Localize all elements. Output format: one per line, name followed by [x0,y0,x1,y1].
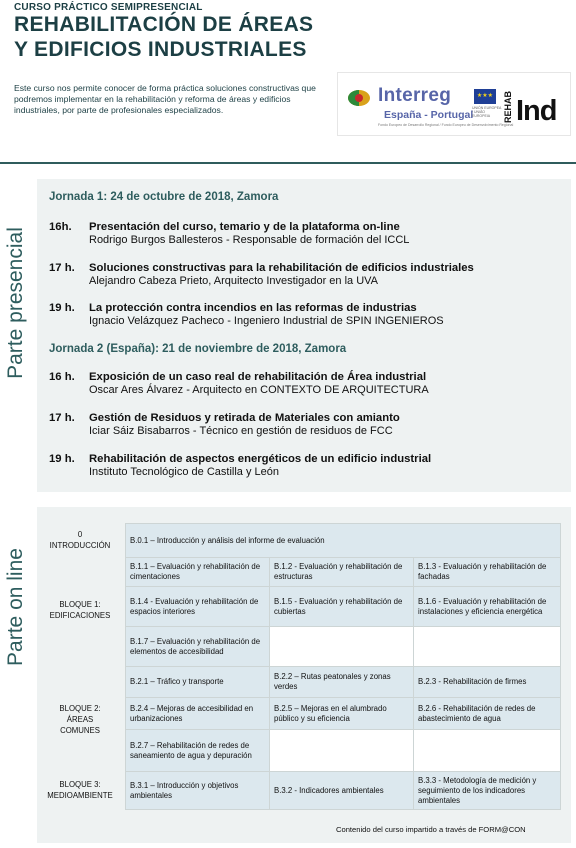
module-cell: B.1.1 – Evaluación y rehabilitación de cimentaciones [126,558,270,587]
session-title: Exposición de un caso real de rehabilitación de Área industrial [89,371,427,383]
session-item [49,261,564,288]
empty-cell [414,627,561,667]
session-title: Soluciones constructivas para la rehabilitación de edificios industriales [89,262,474,274]
interreg-logo: Interreg [378,85,452,106]
module-cell: B.1.3 - Evaluación y rehabilitación de fachadas [414,558,561,587]
module-cell: B.2.3 - Rehabilitación de firmes [414,667,561,698]
session-title: Gestión de Residuos y retirada de Materiales con amianto [89,412,400,424]
module-cell: B.2.6 - Rehabilitación de redes de abastecimiento de agua [414,698,561,730]
module-cell: B.2.2 – Rutas peatonales y zonas verdes [270,667,414,698]
course-intro: Este curso nos permite conocer de forma práctica soluciones constructivas que podremos implementar en la rehabilitación y reforma de áreas y edificios industriales, por parte de profesionales especializados. [14,83,316,115]
course-title-line2: Y EDIFICIOS INDUSTRIALES [14,38,307,61]
empty-cell [270,627,414,667]
course-kicker: CURSO PRÁCTICO SEMIPRESENCIAL [14,2,203,13]
table-row [126,524,561,558]
module-cell: B.1.6 - Evaluación y rehabilitación de instalaciones y eficiencia energética [414,587,561,627]
session-time: 16 h. [49,371,75,383]
table-row [126,667,561,698]
module-cell: B.3.3 - Metodología de medición y seguimiento de los indicadores ambientales [414,772,561,810]
online-panel [37,507,571,843]
jornada-1-title: Jornada 1: 24 de octubre de 2018, Zamora [49,191,279,203]
empty-cell [414,730,561,772]
session-time: 19 h. [49,453,75,465]
module-cell: B.1.2 - Evaluación y rehabilitación de estructuras [270,558,414,587]
session-speaker: Ignacio Velázquez Pacheco - Ingeniero Industrial de SPIN INGENIEROS [89,315,444,327]
ind-logo-text: Ind [516,95,557,127]
header-divider [0,162,576,164]
course-title [14,12,313,62]
course-title-line1: REHABILITACIÓN DE ÁREAS [14,13,314,36]
module-cell: B.3.2 - Indicadores ambientales [270,772,414,810]
table-row [126,772,561,810]
module-cell: B.2.5 – Mejoras en el alumbrado público y su eficiencia [270,698,414,730]
logo-strip [337,72,571,136]
session-speaker: Rodrigo Burgos Ballesteros - Responsable de formación del ICCL [89,234,410,246]
module-cell: B.1.7 – Evaluación y rehabilitación de elementos de accesibilidad [126,627,270,667]
table-row [126,730,561,772]
rehab-logo-text: REHAB [503,91,513,124]
empty-cell [270,730,414,772]
module-cell: B.0.1 – Introducción y análisis del informe de evaluación [126,524,561,558]
session-time: 19 h. [49,302,75,314]
session-item [49,452,564,479]
jornada-2-title: Jornada 2 (España): 21 de noviembre de 2018, Zamora [49,343,347,355]
table-row [126,587,561,627]
session-item [49,220,564,247]
table-row [126,698,561,730]
session-time: 17 h. [49,262,75,274]
eu-flag-icon: ★★★ [474,89,496,104]
module-cell: B.2.4 – Mejoras de accesibilidad en urbanizaciones [126,698,270,730]
module-cell: B.2.7 – Rehabilitación de redes de saneamiento de agua y depuración [126,730,270,772]
modules-table [125,523,561,810]
session-time: 16h. [49,221,72,233]
block-label-bloque-3: BLOQUE 3: MEDIOAMBIENTE [47,780,113,800]
module-cell: B.1.4 - Evaluación y rehabilitación de espacios interiores [126,587,270,627]
session-speaker: Alejandro Cabeza Prieto, Arquitecto Investigador en la UVA [89,275,379,287]
module-cell: B.2.1 – Tráfico y transporte [126,667,270,698]
session-item [49,370,564,397]
session-speaker: Oscar Ares Álvarez - Arquitecto en CONTEXTO DE ARQUITECTURA [89,384,429,396]
block-label-bloque-1: BLOQUE 1: EDIFICACIONES [49,600,111,620]
eu-text: UNIÓN EUROPEA / UNIÃO EUROPEIA [472,106,502,118]
session-title: Rehabilitación de aspectos energéticos de un edificio industrial [89,453,432,465]
table-row [126,627,561,667]
session-speaker: Instituto Tecnológico de Castilla y León [89,466,279,478]
iberia-flag-icon [348,90,370,106]
interreg-subtitle: España - Portugal [384,109,474,121]
footer-note: Contenido del curso impartido a través de FORM@CON [336,825,526,834]
table-row [126,558,561,587]
interreg-fund-text: Fondo Europeo de Desarrollo Regional / Fundo Europeu de Desenvolvimento Regional [378,123,514,127]
presencial-panel [37,179,571,492]
session-title: La protección contra incendios en las reformas de industrias [89,302,417,314]
session-item [49,411,564,438]
module-cell: B.3.1 – Introducción y objetivos ambientales [126,772,270,810]
session-speaker: Iciar Sáiz Bisabarros - Técnico en gestión de residuos de FCC [89,425,393,437]
module-cell: B.1.5 - Evaluación y rehabilitación de cubiertas [270,587,414,627]
block-label-bloque-2: BLOQUE 2: ÁREAS COMUNES [59,704,101,735]
block-label-intro: 0 INTRODUCCIÓN [49,530,111,550]
session-time: 17 h. [49,412,75,424]
session-item [49,301,564,328]
session-title: Presentación del curso, temario y de la plataforma on-line [89,221,400,233]
